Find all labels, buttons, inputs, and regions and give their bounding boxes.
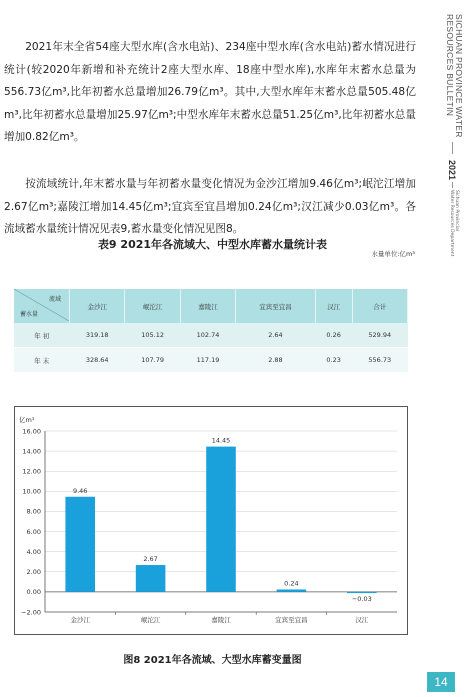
data-label: 2.67 [143,555,158,564]
x-tick-label: 嘉陵江 [211,616,231,624]
x-tick-label: 汉江 [355,616,369,624]
table-header-row [14,289,408,323]
x-tick-label: 金沙江 [70,616,90,624]
page-number: 14 [427,672,455,692]
reservoir-storage-table [14,289,408,373]
paragraph-1: 2021年末全省54座大型水库(含水电站)、234座中型水库(含水电站)蓄水情况进行统计(较2020年新增和补充统计2座大型水库、18座中型水库),水库年末蓄水总量为556.73亿m³,比年初蓄水总量增加26.79亿m³。其中,大型水库年末蓄水总量505.48亿m³,比年初蓄水总量增加25.97亿m³;中型水库年末蓄水总量51.25亿m³,比年初蓄水总量增加0.82亿m³。 [4,41,416,143]
table-row [14,323,408,348]
corner-storage-label: 蓄水量 [20,311,39,318]
sidebar-department: Sichuan Provincial Water Resources Department [449,190,459,257]
y-axis-unit-label: 亿m³ [19,416,35,424]
table-cell: 105.12 [125,323,180,348]
table-cell: 0.26 [315,323,352,348]
column-header: 岷沱江 [125,289,180,323]
sidebar-divider [452,142,453,154]
y-tick-label: 8.00 [26,507,41,516]
data-label: −0.03 [351,595,372,604]
sidebar [441,0,465,697]
storage-change-chart [15,407,407,634]
column-header: 金沙江 [70,289,125,323]
y-tick-label: 6.00 [26,527,41,536]
sidebar-english-title: SICHUAN PROVINCE WATER RESOURCES BULLETIN [445,14,464,138]
column-header: 汉江 [315,289,352,323]
y-tick-label: 0.00 [26,588,41,597]
table-cell: 102.74 [180,323,235,348]
table-cell: 107.79 [125,348,180,373]
y-tick-label: 2.00 [26,568,41,577]
row-label: 年 末 [14,348,70,373]
chart-bar [277,589,307,591]
column-header: 嘉陵江 [180,289,235,323]
table-cell: 2.64 [236,323,315,348]
data-label: 0.24 [284,579,299,588]
table-cell: 117.19 [180,348,235,373]
sidebar-divider-2 [452,182,453,188]
table-cell: 0.23 [315,348,352,373]
chart-bar [65,497,95,592]
table-cell: 529.94 [352,323,407,348]
figure-caption: 图8 2021年各流域、大型水库蓄变量图 [123,655,302,666]
table-unit: 水量单位:亿m³ [371,250,415,258]
chart-bar [347,592,377,593]
row-label: 年 初 [14,323,70,348]
y-tick-label: 10.00 [22,487,41,496]
column-header: 宜宾至宜昌 [236,289,315,323]
table-cell: 2.88 [236,348,315,373]
y-tick-label: 14.00 [22,447,41,456]
chart-frame [14,406,408,635]
data-label: 9.46 [72,486,88,495]
chart-bar [136,565,166,592]
y-tick-label: 4.00 [26,547,41,556]
y-tick-label: 12.00 [22,467,41,476]
x-tick-label: 岷沱江 [140,616,161,624]
x-tick-label: 宜宾至宜昌 [275,616,308,624]
chart-bar [206,447,236,592]
corner-basin-label: 流域 [48,296,61,303]
y-tick-label: −2.00 [21,608,41,617]
sidebar-year: 2021 [447,160,457,181]
data-label: 14.45 [211,436,231,445]
table-row [14,348,408,373]
y-tick-label: 16.00 [22,427,41,436]
table-cell: 328.64 [70,348,125,373]
column-header: 合计 [352,289,407,323]
paragraph-2: 按流域统计,年末蓄水量与年初蓄水量变化情况为金沙江增加9.46亿m³;岷沱江增加2.67亿m³;嘉陵江增加14.45亿m³;宜宾至宜昌增加0.24亿m³;汉江减少0.03亿m³。各流域蓄水量统计情况见表9,蓄水量变化情况见图8。 [4,178,416,235]
table-caption: 表9 2021年各流域大、中型水库蓄水量统计表 [97,238,328,251]
table-corner-cell [14,289,70,323]
table-cell: 556.73 [352,348,407,373]
table-cell: 319.18 [70,323,125,348]
